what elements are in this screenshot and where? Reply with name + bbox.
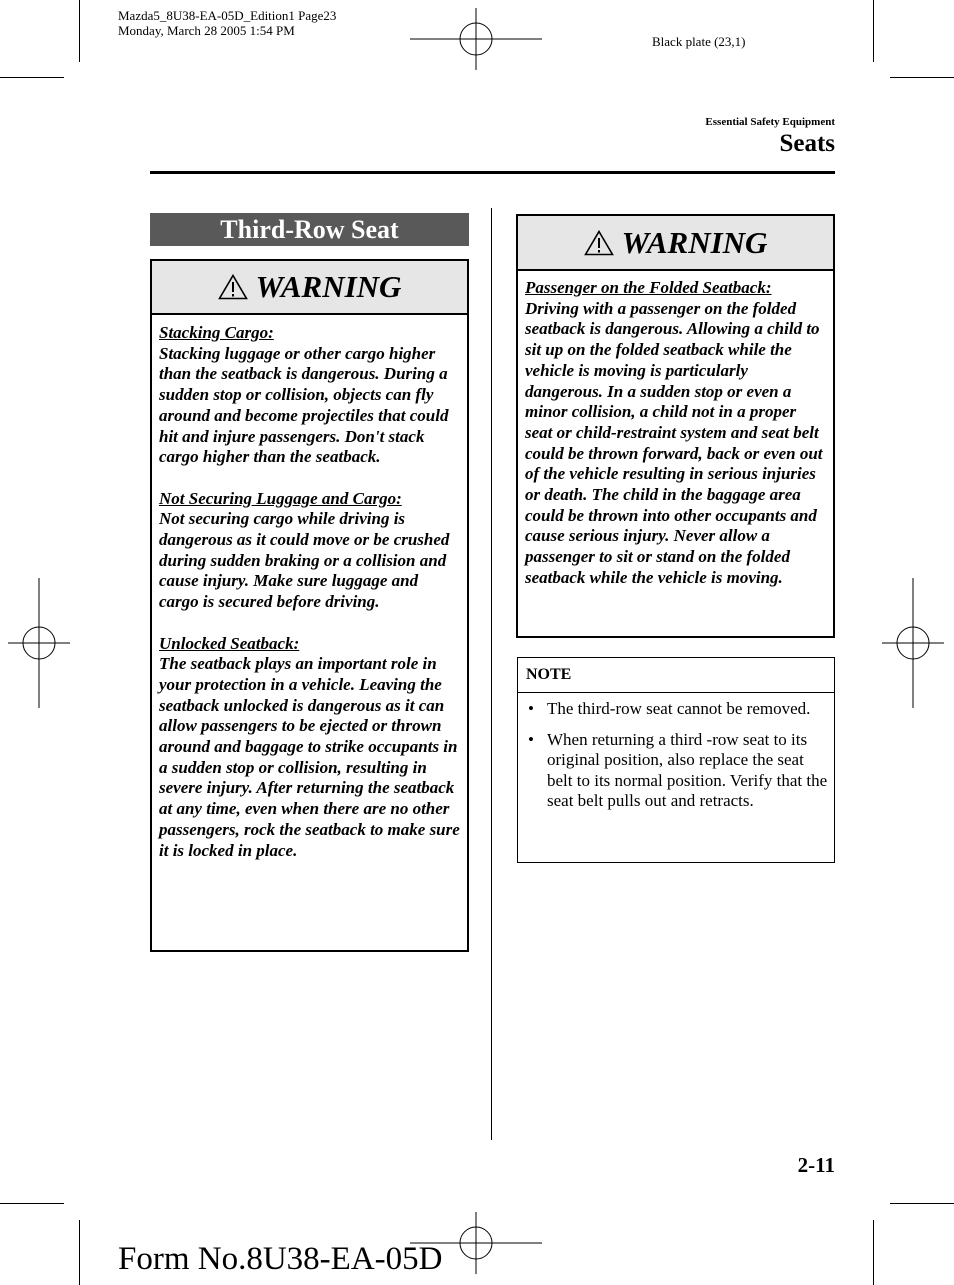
section-kicker: Essential Safety Equipment xyxy=(705,116,835,128)
warning-item-text: Driving with a passenger on the folded seatback is dangerous. Allowing a child to sit up on the folded seatback while the vehicle is moving is particularly dangerous. In a sudden stop or even a minor collision, a child not in a proper seat or child-restraint system and seat belt could be thrown forward, back or even out of the vehicle resulting in serious injuries or death. The child in the baggage area could be thrown into other occupants and cause serious injury. Never allow a passenger to sit or stand on the folded seatback while the vehicle is moving. xyxy=(525,298,823,587)
form-number: Form No.8U38-EA-05D xyxy=(118,1241,443,1277)
note-item: • When returning a third -row seat to its original position, also replace the seat belt to its normal position. Verify that the seat belt pulls out and retracts. xyxy=(526,730,828,812)
note-box xyxy=(517,657,835,863)
section-title: Seats xyxy=(779,130,835,157)
warning-item xyxy=(159,634,461,862)
warning-item-title: Stacking Cargo: xyxy=(159,323,274,342)
crop-mark xyxy=(890,1203,954,1204)
header-rule xyxy=(150,171,835,174)
print-date-line: Monday, March 28 2005 1:54 PM xyxy=(118,23,295,38)
crop-mark xyxy=(0,77,64,78)
warning-label: WARNING xyxy=(255,269,402,304)
warning-label: WARNING xyxy=(621,224,768,260)
registration-mark-icon xyxy=(882,578,944,708)
crop-mark xyxy=(0,1203,64,1204)
note-list xyxy=(518,693,834,812)
warning-triangle-icon xyxy=(584,230,614,256)
registration-mark-icon xyxy=(410,8,542,70)
warning-item-text: The seatback plays an important role in your protection in a vehicle. Leaving the seatback unlocked is dangerous as it can allow passengers to be ejected or thrown around and baggage to strike occupants in a sudden stop or collision, resulting in severe injury. After returning the seatback at any time, even when there are no other passengers, rock the seatback to make sure it is locked in place. xyxy=(159,654,460,860)
column-divider xyxy=(491,208,492,1140)
registration-mark-icon xyxy=(8,578,70,708)
warning-item-title: Unlocked Seatback: xyxy=(159,633,300,653)
print-metadata xyxy=(118,8,336,38)
crop-mark xyxy=(79,0,80,62)
warning-triangle-icon xyxy=(218,274,248,300)
warning-item xyxy=(525,278,827,589)
warning-item-title: Not Securing Luggage and Cargo: xyxy=(159,488,402,508)
warning-item-text: Not securing cargo while driving is dangerous as it could move or be crushed during sudden braking or a collision and cause injury. Make sure luggage and cargo is secured before driving. xyxy=(159,509,450,612)
note-header: NOTE xyxy=(518,658,834,693)
warning-item xyxy=(159,323,461,468)
warning-item xyxy=(159,489,461,613)
note-item: • The third-row seat cannot be removed. xyxy=(526,699,828,720)
crop-mark xyxy=(79,1220,80,1285)
warning-header xyxy=(518,216,833,271)
warning-body xyxy=(518,271,833,589)
print-file-line: Mazda5_8U38-EA-05D_Edition1 Page23 xyxy=(118,8,337,23)
crop-mark xyxy=(873,0,874,62)
warning-body xyxy=(152,315,467,861)
warning-header xyxy=(152,261,467,315)
warning-item-title: Passenger on the Folded Seatback: xyxy=(525,278,772,297)
warning-item-text: Stacking luggage or other cargo higher than the seatback is dangerous. During a sudden stop or collision, objects can fly around and become projectiles that could hit and injure passengers. Don't stack cargo higher than the seatback. xyxy=(159,343,449,467)
page-number: 2-11 xyxy=(797,1153,835,1177)
plate-label: Black plate (23,1) xyxy=(652,34,746,49)
crop-mark xyxy=(890,77,954,78)
warning-box-right xyxy=(516,214,835,638)
section-heading: Third-Row Seat xyxy=(150,213,469,246)
crop-mark xyxy=(873,1220,874,1285)
warning-box-left xyxy=(150,259,469,952)
